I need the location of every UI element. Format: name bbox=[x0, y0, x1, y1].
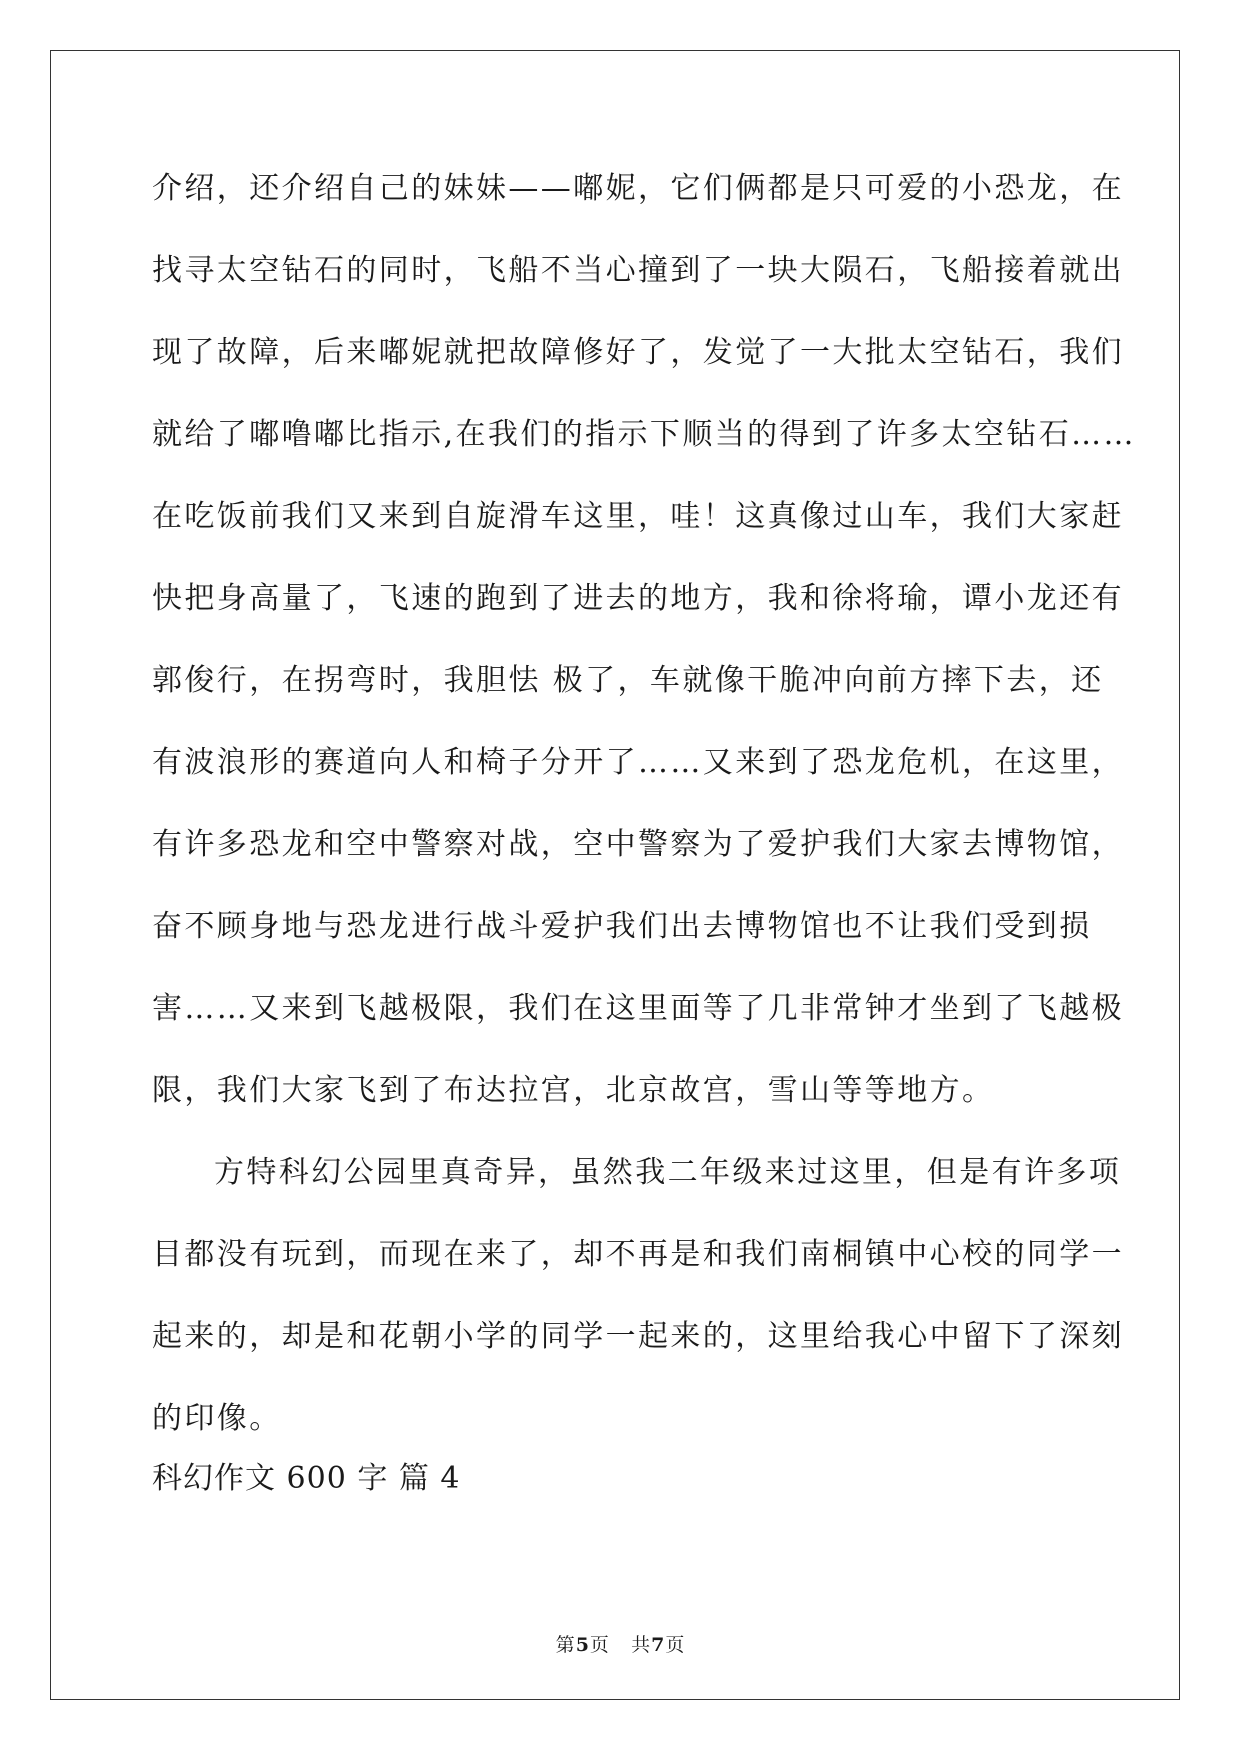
body-line: 害……又来到飞越极限，我们在这里面等了几非常钟才坐到了飞越极 bbox=[152, 991, 1124, 1026]
body-text bbox=[152, 158, 1136, 1470]
body-line: 找寻太空钻石的同时，飞船不当心撞到了一块大陨石，飞船接着就出 bbox=[152, 253, 1124, 288]
body-line: 的印像。 bbox=[152, 1401, 282, 1436]
body-line: 郭俊行，在拐弯时，我胆怯 极了，车就像干脆冲向前方摔下去，还 bbox=[152, 663, 1104, 698]
body-line: 有许多恐龙和空中警察对战，空中警察为了爱护我们大家去博物馆， bbox=[152, 827, 1124, 862]
body-line: 就给了嘟噜嘟比指示,在我们的指示下顺当的得到了许多太空钻石…… bbox=[152, 417, 1136, 452]
section-heading: 科幻作文 600 字 篇 4 bbox=[152, 1461, 461, 1496]
page-number: 5 bbox=[575, 1634, 590, 1656]
page-prefix: 第 bbox=[555, 1634, 576, 1656]
body-line: 快把身高量了，飞速的跑到了进去的地方，我和徐将瑜，谭小龙还有 bbox=[152, 581, 1124, 616]
body-line: 起来的，却是和花朝小学的同学一起来的，这里给我心中留下了深刻 bbox=[152, 1319, 1124, 1354]
total-suffix: 页 bbox=[665, 1634, 686, 1656]
paragraph-start-line: 方特科幻公园里真奇异，虽然我二年级来过这里，但是有许多项 bbox=[214, 1155, 1122, 1190]
total-pages: 7 bbox=[651, 1634, 666, 1656]
body-line: 在吃饭前我们又来到自旋滑车这里，哇！这真像过山车，我们大家赶 bbox=[152, 499, 1124, 534]
body-line: 限，我们大家飞到了布达拉宫，北京故宫，雪山等等地方。 bbox=[152, 1073, 995, 1108]
body-line: 目都没有玩到，而现在来了，却不再是和我们南桐镇中心校的同学一 bbox=[152, 1237, 1124, 1272]
body-line: 有波浪形的赛道向人和椅子分开了……又来到了恐龙危机，在这里， bbox=[152, 745, 1124, 780]
body-line: 奋不顾身地与恐龙进行战斗爱护我们出去博物馆也不让我们受到损 bbox=[152, 909, 1092, 944]
page-suffix: 页 bbox=[589, 1634, 610, 1656]
body-line: 现了故障，后来嘟妮就把故障修好了，发觉了一大批太空钻石，我们 bbox=[152, 335, 1124, 370]
page-footer bbox=[0, 1630, 1241, 1660]
body-line: 介绍，还介绍自己的妹妹——嘟妮，它们俩都是只可爱的小恐龙，在 bbox=[152, 171, 1124, 206]
total-prefix: 共 bbox=[631, 1634, 652, 1656]
